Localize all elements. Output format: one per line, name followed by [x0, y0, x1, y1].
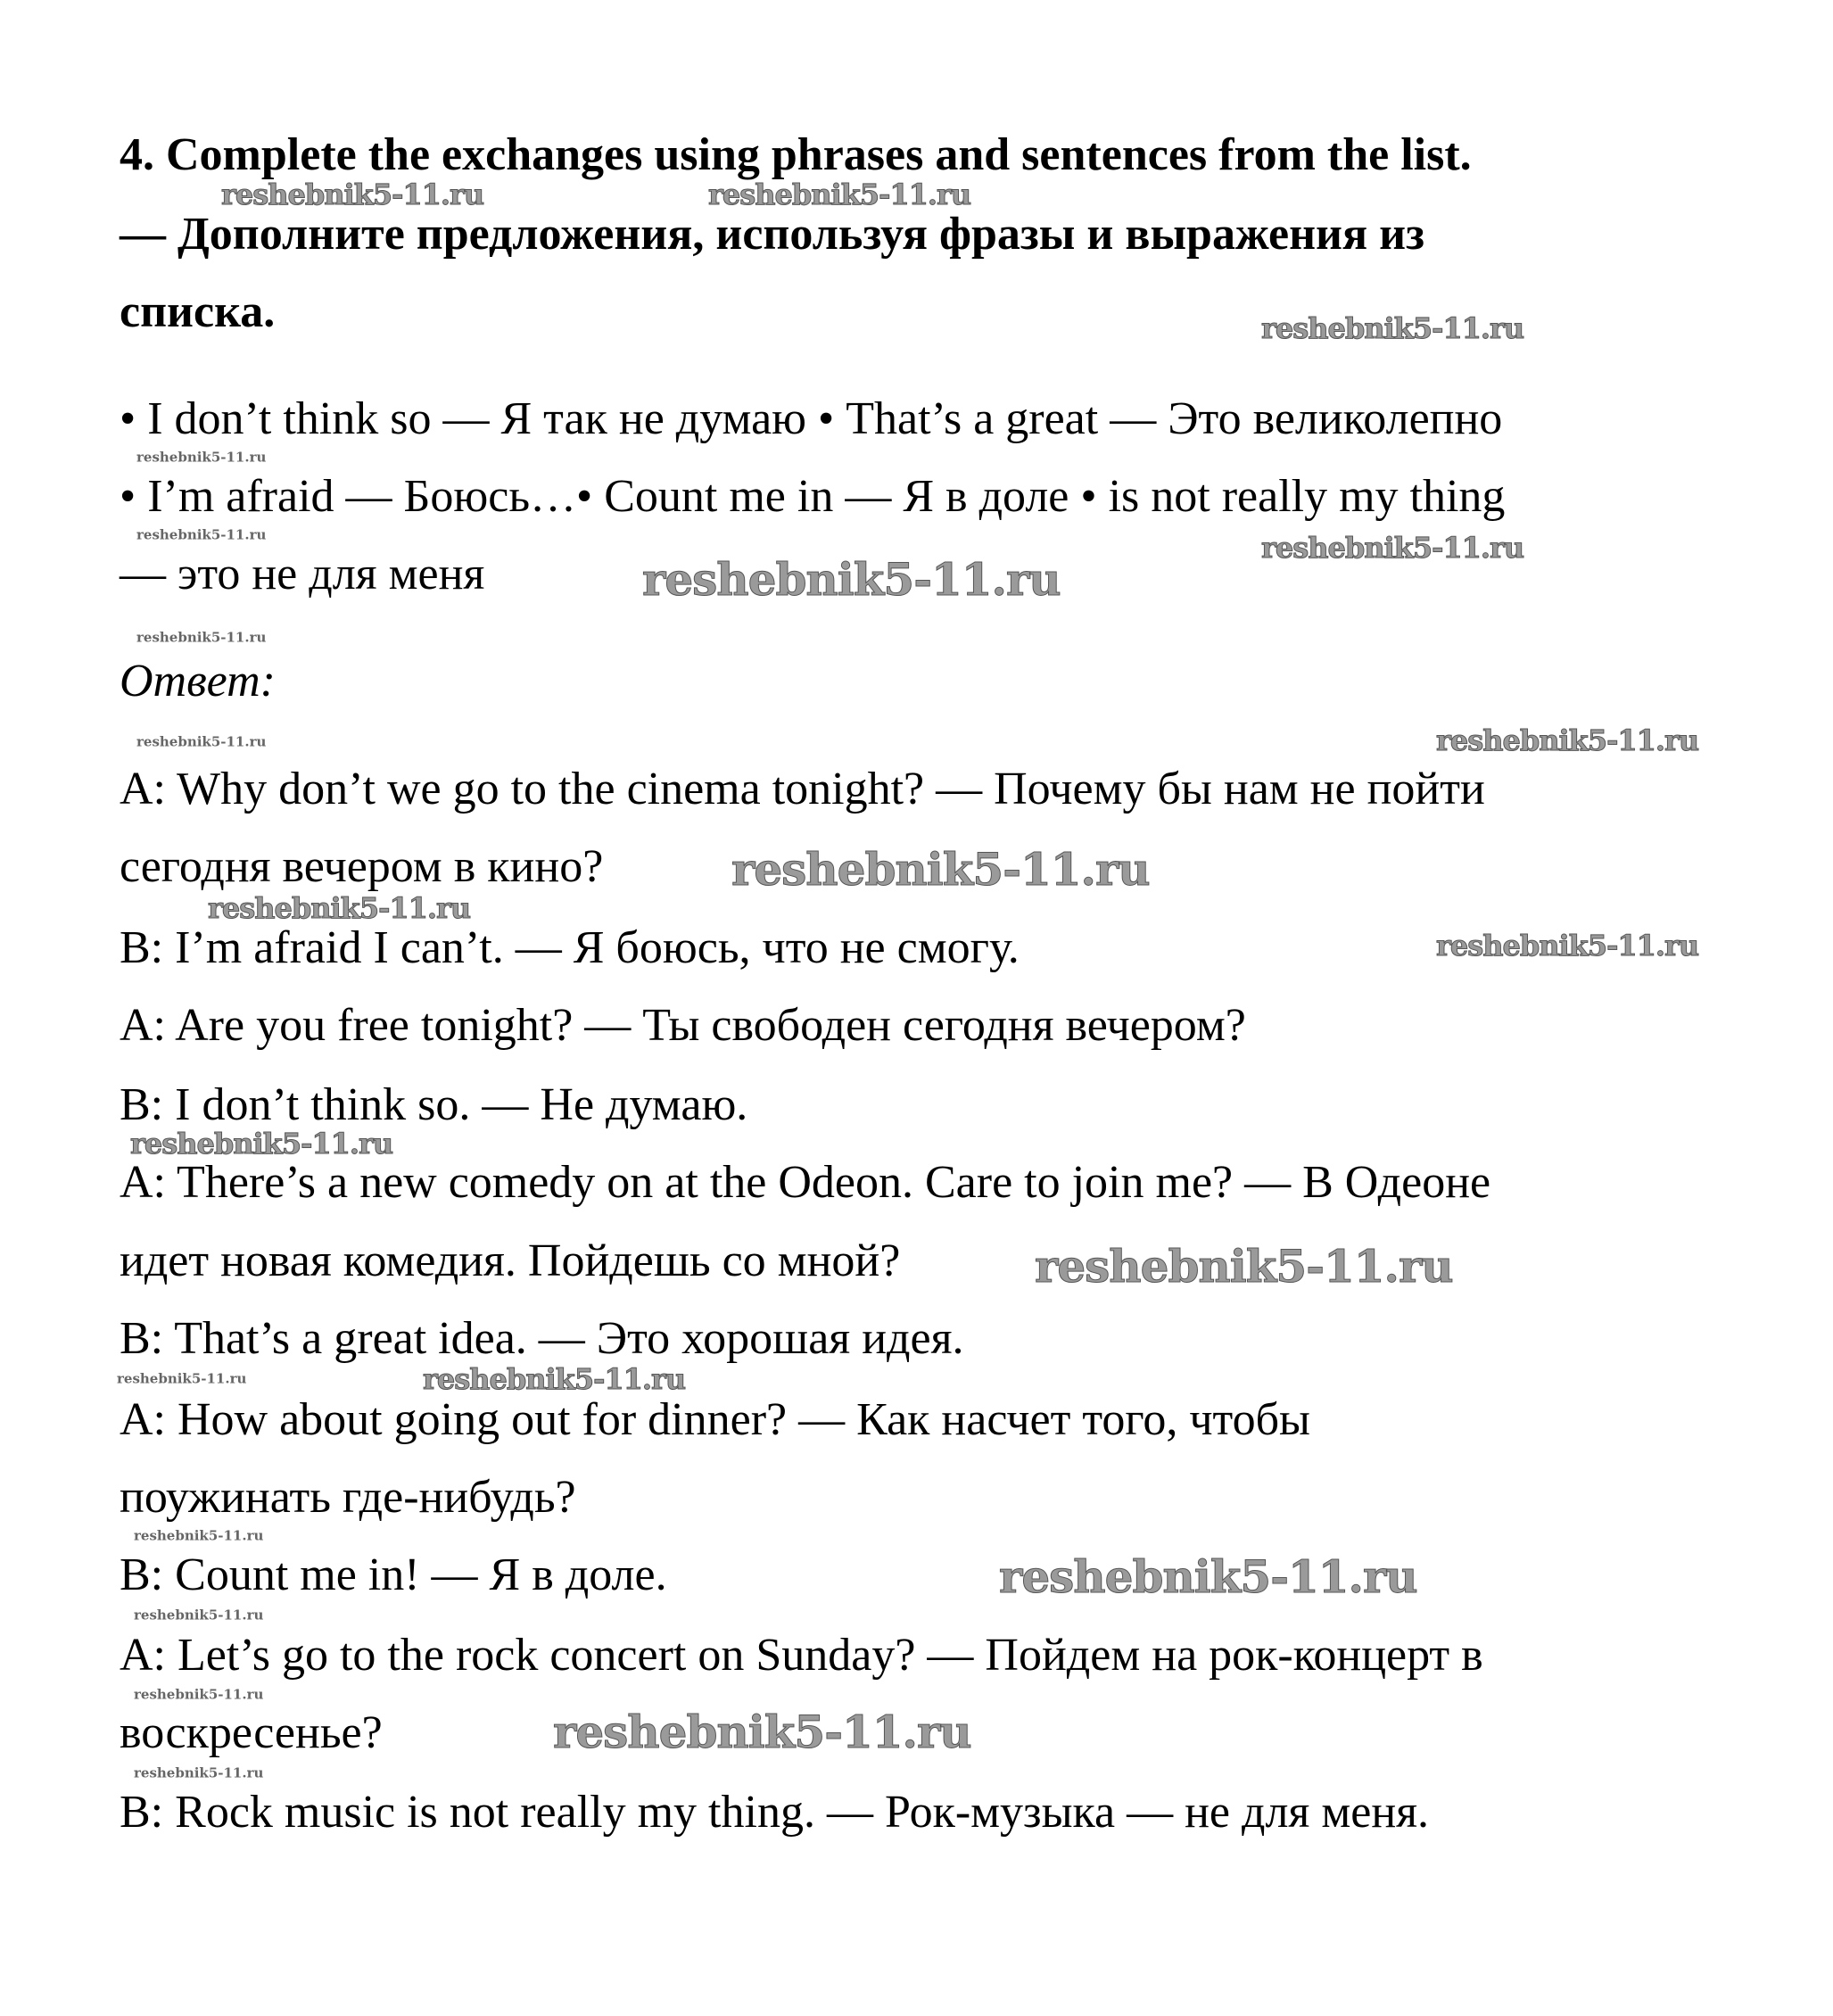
watermark: reshebnik5-11.ru — [1436, 723, 1699, 757]
answer-line: сегодня вечером в кино? — [120, 841, 604, 892]
watermark: reshebnik5-11.ru — [1261, 531, 1524, 565]
answer-line: A: Are you free tonight? — Ты свободен сегодня вечером? — [120, 1000, 1246, 1051]
answer-line: A: How about going out for dinner? — Как насчет того, чтобы — [120, 1394, 1310, 1445]
watermark: reshebnik5-11.ru — [708, 178, 971, 211]
phrase-list-line: • I’m afraid — Боюсь…• Count me in — Я в доле • is not really my thing — [120, 471, 1506, 522]
watermark: reshebnik5-11.ru — [134, 1686, 264, 1703]
task-title: 4. Complete the exchanges using phrases and sentences from the list. — [120, 129, 1472, 180]
watermark: reshebnik5-11.ru — [117, 1370, 247, 1387]
answer-line: B: I don’t think so. — Не думаю. — [120, 1079, 748, 1130]
watermark: reshebnik5-11.ru — [136, 449, 267, 466]
answer-label: Ответ: — [120, 656, 276, 706]
answer-line: B: That’s a great idea. — Это хорошая идея. — [120, 1313, 964, 1364]
phrase-list-line: • I don’t think so — Я так не думаю • That’s a great — Это великолепно — [120, 393, 1503, 444]
watermark: reshebnik5-11.ru — [1436, 929, 1699, 963]
watermark: reshebnik5-11.ru — [134, 1607, 264, 1624]
watermark: reshebnik5-11.ru — [134, 1764, 264, 1781]
answer-line: идет новая комедия. Пойдешь со мной? — [120, 1235, 901, 1286]
answer-line: B: I’m afraid I can’t. — Я боюсь, что не смогу. — [120, 922, 1020, 973]
watermark: reshebnik5-11.ru — [423, 1362, 686, 1396]
watermark: reshebnik5-11.ru — [134, 1527, 264, 1544]
answer-line: поужинать где-нибудь? — [120, 1472, 576, 1523]
watermark: reshebnik5-11.ru — [136, 733, 267, 750]
task-title-translation: — Дополните предложения, используя фразы и выражения из — [120, 209, 1424, 260]
watermark: reshebnik5-11.ru — [130, 1127, 393, 1161]
answer-line: A: There’s a new comedy on at the Odeon. Care to join me? — В Одеоне — [120, 1157, 1491, 1208]
watermark: reshebnik5-11.ru — [1261, 311, 1524, 345]
watermark: reshebnik5-11.ru — [731, 843, 1150, 896]
answer-line: B: Count me in! — Я в доле. — [120, 1549, 667, 1600]
phrase-list-line: — это не для меня — [120, 549, 485, 599]
watermark: reshebnik5-11.ru — [208, 891, 471, 925]
watermark: reshebnik5-11.ru — [553, 1706, 971, 1758]
watermark: reshebnik5-11.ru — [136, 629, 267, 646]
watermark: reshebnik5-11.ru — [221, 178, 484, 211]
watermark: reshebnik5-11.ru — [642, 553, 1061, 606]
task-title-translation-end: списка. — [120, 286, 276, 337]
watermark: reshebnik5-11.ru — [999, 1550, 1417, 1603]
answer-line: воскресенье? — [120, 1707, 383, 1758]
watermark: reshebnik5-11.ru — [136, 526, 267, 543]
answer-line: A: Why don’t we go to the cinema tonight? — Почему бы нам не пойти — [120, 764, 1485, 814]
answer-line: B: Rock music is not really my thing. — Рок-музыка — не для меня. — [120, 1787, 1430, 1838]
answer-line: A: Let’s go to the rock concert on Sunday? — Пойдем на рок-концерт в — [120, 1630, 1483, 1681]
watermark: reshebnik5-11.ru — [1035, 1240, 1453, 1293]
